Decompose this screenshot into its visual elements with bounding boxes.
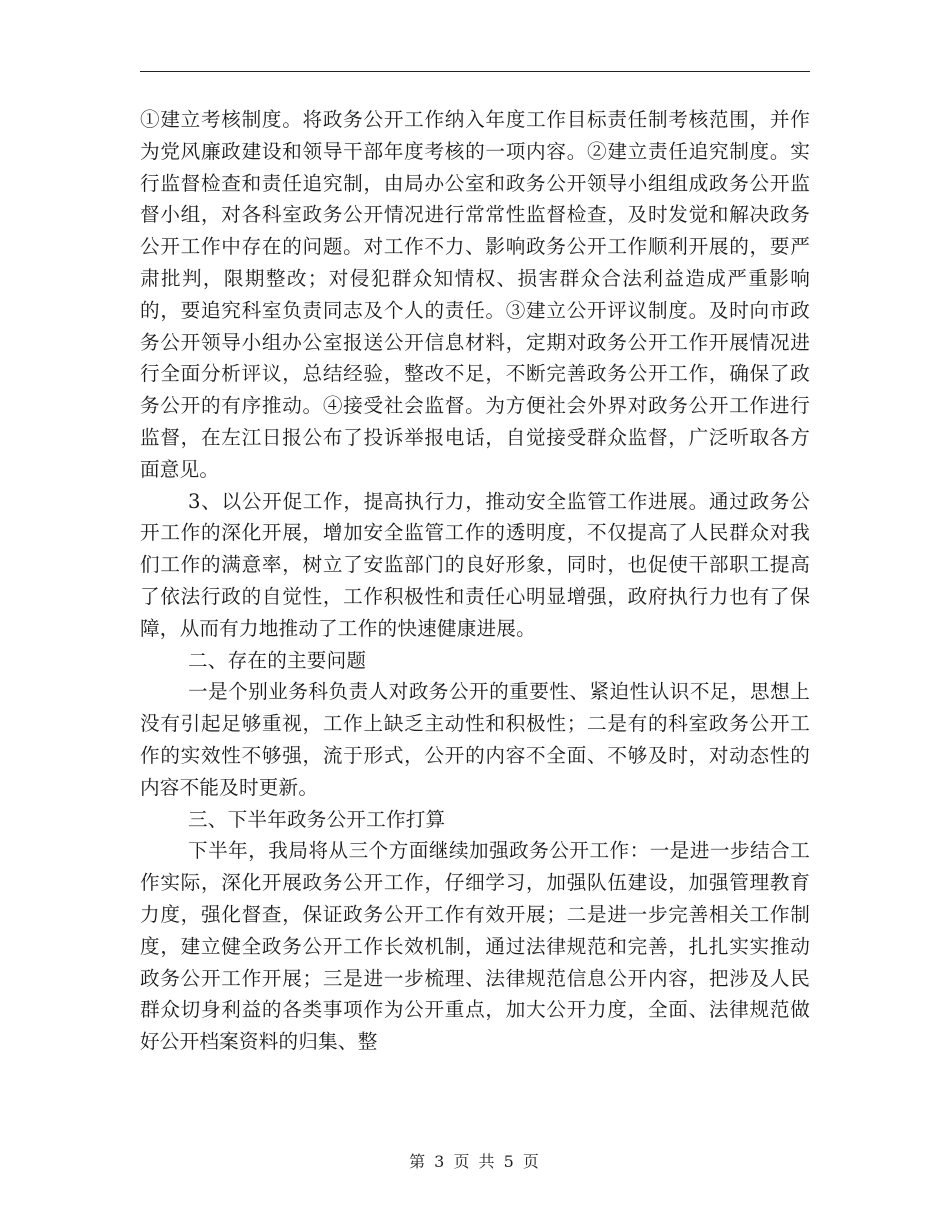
paragraph-problems: 一是个别业务科负责人对政务公开的重要性、紧迫性认识不足，思想上没有引起足够重视，工作上缺乏主动性和积极性；二是有的科室政务公开工作的实效性不够强，流于形式，公开的内容不全面、不够及时，对动态性的内容不能及时更新。 — [140, 680, 810, 799]
heading-second-half-plan: 三、下半年政务公开工作打算 — [188, 807, 446, 831]
paragraph-plan: 下半年，我局将从三个方面继续加强政务公开工作：一是进一步结合工作实际，深化开展政务公开工作，仔细学习，加强队伍建设，加强管理教育力度，强化督查，保证政务公开工作有效开展；二是进一步完善相关工作制度，建立健全政务公开工作长效机制，通过法律规范和完善，扎扎实实推动政务公开工作开展；三是进一步梳理、法律规范信息公开内容，把涉及人民群众切身利益的各类事项作为公开重点，加大公开力度，全面、法律规范做好公开档案资料的归集、整 — [140, 839, 810, 1054]
header-rule — [140, 71, 810, 72]
page-number-footer: 第 3 页 共 5 页 — [409, 1152, 541, 1171]
document-body — [140, 104, 810, 1058]
paragraph-promote-work: 3、以公开促工作，提高执行力，推动安全监管工作进展。通过政务公开工作的深化开展，增加安全监管工作的透明度，不仅提高了人民群众对我们工作的满意率，树立了安监部门的良好形象，同时，也促使干部职工提高了依法行政的自觉性，工作积极性和责任心明显增强，政府执行力也有了保障，从而有力地推动了工作的快速健康进展。 — [140, 489, 810, 640]
paragraph-assessment-measures: ①建立考核制度。将政务公开工作纳入年度工作目标责任制考核范围，并作为党风廉政建设和领导干部年度考核的一项内容。②建立责任追究制度。实行监督检查和责任追究制，由局办公室和政务公开领导小组组成政务公开监督小组，对各科室政务公开情况进行常常性监督检查，及时发觉和解决政务公开工作中存在的问题。对工作不力、影响政务公开工作顺利开展的，要严肃批判，限期整改；对侵犯群众知情权、损害群众合法利益造成严重影响的，要追究科室负责同志及个人的责任。③建立公开评议制度。及时向市政务公开领导小组办公室报送公开信息材料，定期对政务公开工作开展情况进行全面分析评议，总结经验，整改不足，不断完善政务公开工作，确保了政务公开的有序推动。④接受社会监督。为方便社会外界对政务公开工作进行监督，在左江日报公布了投诉举报电话，自觉接受群众监督，广泛听取各方面意见。 — [140, 108, 810, 481]
heading-main-problems: 二、存在的主要问题 — [188, 648, 367, 672]
